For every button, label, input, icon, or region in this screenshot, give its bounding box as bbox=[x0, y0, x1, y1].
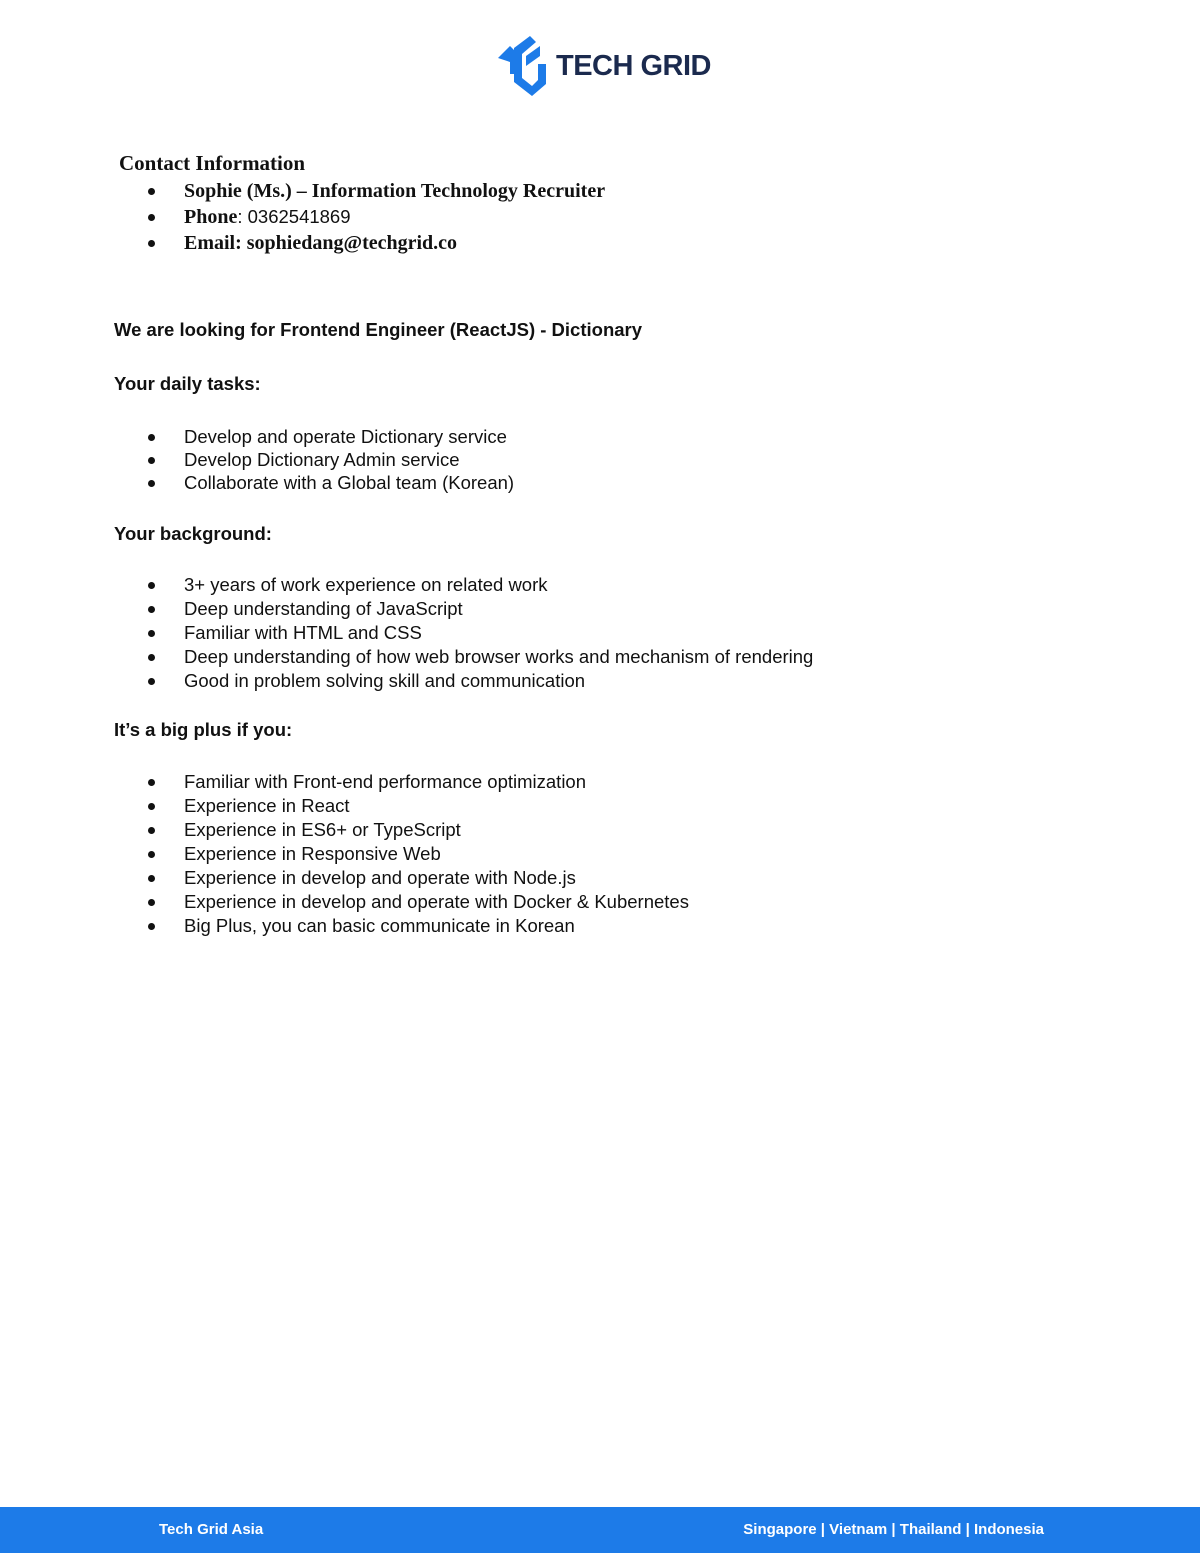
footer-bar bbox=[0, 1507, 1200, 1553]
background-heading: Your background: bbox=[114, 523, 272, 544]
list-item: Experience in React bbox=[144, 794, 689, 818]
list-item: 3+ years of work experience on related work bbox=[144, 573, 813, 597]
daily-tasks-list bbox=[144, 425, 514, 495]
list-item: Develop Dictionary Admin service bbox=[144, 448, 514, 471]
list-item: Experience in ES6+ or TypeScript bbox=[144, 818, 689, 842]
job-title: We are looking for Frontend Engineer (ReactJS) - Dictionary bbox=[114, 319, 643, 340]
tech-grid-logo-icon bbox=[496, 34, 546, 96]
background-list bbox=[144, 573, 813, 693]
list-item: Experience in Responsive Web bbox=[144, 842, 689, 866]
list-item: Familiar with Front-end performance optimization bbox=[144, 770, 689, 794]
daily-tasks-heading: Your daily tasks: bbox=[114, 373, 261, 394]
footer-locations: Singapore | Vietnam | Thailand | Indonesia bbox=[743, 1521, 1044, 1538]
list-item: Good in problem solving skill and communication bbox=[144, 669, 813, 693]
list-item: Deep understanding of JavaScript bbox=[144, 597, 813, 621]
email-text: Email: sophiedang@techgrid.co bbox=[184, 232, 458, 254]
phone-label: Phone bbox=[184, 206, 238, 228]
list-item: Experience in develop and operate with Node.js bbox=[144, 866, 689, 890]
list-item: Experience in develop and operate with Docker & Kubernetes bbox=[144, 890, 689, 914]
contact-email bbox=[144, 230, 605, 256]
big-plus-list bbox=[144, 770, 689, 938]
list-item: Familiar with HTML and CSS bbox=[144, 621, 813, 645]
tech-grid-logo bbox=[496, 34, 711, 96]
logo-text: TECH GRID bbox=[556, 49, 711, 82]
contact-name bbox=[144, 178, 605, 204]
phone-value: : 0362541869 bbox=[237, 206, 351, 227]
big-plus-heading: It’s a big plus if you: bbox=[114, 719, 293, 740]
list-item: Develop and operate Dictionary service bbox=[144, 425, 514, 448]
contact-phone bbox=[144, 204, 605, 230]
footer-company: Tech Grid Asia bbox=[159, 1521, 264, 1538]
list-item: Collaborate with a Global team (Korean) bbox=[144, 471, 514, 494]
contact-list bbox=[144, 178, 605, 256]
contact-name-text: Sophie (Ms.) – Information Technology Recruiter bbox=[184, 180, 606, 202]
contact-title: Contact Information bbox=[119, 151, 306, 175]
list-item: Deep understanding of how web browser works and mechanism of rendering bbox=[144, 645, 813, 669]
list-item: Big Plus, you can basic communicate in Korean bbox=[144, 914, 689, 938]
